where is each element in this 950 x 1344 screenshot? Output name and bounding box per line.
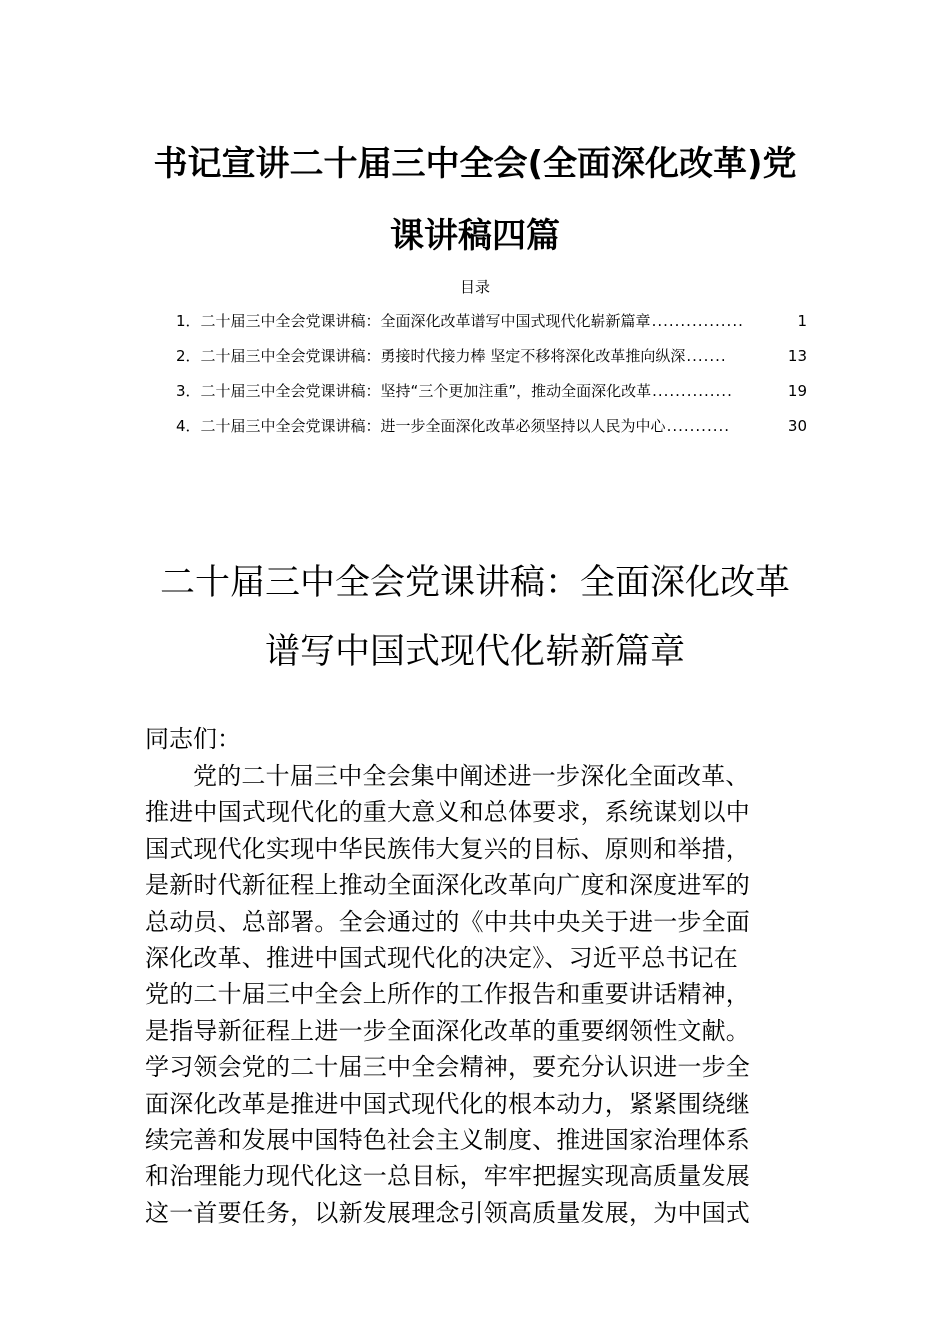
body-line: 是新时代新征程上推动全面深化改革向广度和深度进军的 xyxy=(145,871,750,900)
toc-entry-page: 13 xyxy=(787,347,807,365)
toc-entry-title: 二十届三中全会党课讲稿：坚持“三个更加注重”，推动全面深化改革 xyxy=(200,382,652,400)
toc-entry-number: 3． xyxy=(176,382,201,400)
body-line: 和治理能力现代化这一总目标，牢牢把握实现高质量发展 xyxy=(145,1162,750,1191)
section-title-line-2: 谱写中国式现代化崭新篇章 xyxy=(264,632,685,672)
toc-entry-1[interactable] xyxy=(176,309,807,344)
body-line: 是指导新征程上进一步全面深化改革的重要纲领性文献。 xyxy=(145,1016,750,1045)
toc-leader-dots: ................ xyxy=(651,312,744,330)
toc-entry-3[interactable] xyxy=(176,379,807,414)
toc-entry-number: 4． xyxy=(176,417,201,435)
toc-entry-4[interactable] xyxy=(176,414,807,449)
toc-entry-title: 二十届三中全会党课讲稿：进一步全面深化改革必须坚持以人民为中心 xyxy=(200,417,666,435)
body-line: 党的二十届三中全会上所作的工作报告和重要讲话精神， xyxy=(145,980,750,1009)
body-paragraph xyxy=(145,758,815,1231)
body-line: 面深化改革是推进中国式现代化的根本动力，紧紧围绕继 xyxy=(145,1089,750,1118)
toc-entry-page: 19 xyxy=(787,382,807,400)
body-line: 国式现代化实现中华民族伟大复兴的目标、原则和举措， xyxy=(145,834,750,863)
table-of-contents xyxy=(176,309,807,449)
toc-entry-title: 二十届三中全会党课讲稿：勇接时代接力棒 坚定不移将深化改革推向纵深 xyxy=(200,347,686,365)
body-line: 这一首要任务，以新发展理念引领高质量发展，为中国式 xyxy=(145,1198,750,1227)
section-title-line-1: 二十届三中全会党课讲稿：全面深化改革 xyxy=(159,563,790,603)
toc-entry-number: 2． xyxy=(176,347,201,365)
toc-leader-dots: ....... xyxy=(686,347,727,365)
document-title-line-1: 书记宣讲二十届三中全会(全面深化改革)党 xyxy=(153,144,797,184)
body-line: 续完善和发展中国特色社会主义制度、推进国家治理体系 xyxy=(145,1125,750,1154)
body-line: 深化改革、推进中国式现代化的决定》、习近平总书记在 xyxy=(145,943,738,972)
toc-entry-page: 1 xyxy=(797,312,807,330)
toc-entry-2[interactable] xyxy=(176,344,807,379)
toc-leader-dots: .............. xyxy=(652,382,733,400)
document-title-line-2: 课讲稿四篇 xyxy=(390,216,560,256)
toc-entry-title: 二十届三中全会党课讲稿：全面深化改革谱写中国式现代化崭新篇章 xyxy=(200,312,651,330)
body-line: 推进中国式现代化的重大意义和总体要求，系统谋划以中 xyxy=(145,798,750,827)
toc-leader-dots: ........... xyxy=(666,417,731,435)
toc-heading: 目录 xyxy=(459,278,490,296)
body-line: 党的二十届三中全会集中阐述进一步深化全面改革、 xyxy=(193,762,750,790)
body-line: 学习领会党的二十届三中全会精神，要充分认识进一步全 xyxy=(145,1053,750,1082)
salutation: 同志们： xyxy=(145,725,241,753)
toc-entry-page: 30 xyxy=(787,417,807,435)
body-line: 总动员、总部署。全会通过的《中共中央关于进一步全面 xyxy=(145,907,750,936)
toc-entry-number: 1． xyxy=(176,312,201,330)
